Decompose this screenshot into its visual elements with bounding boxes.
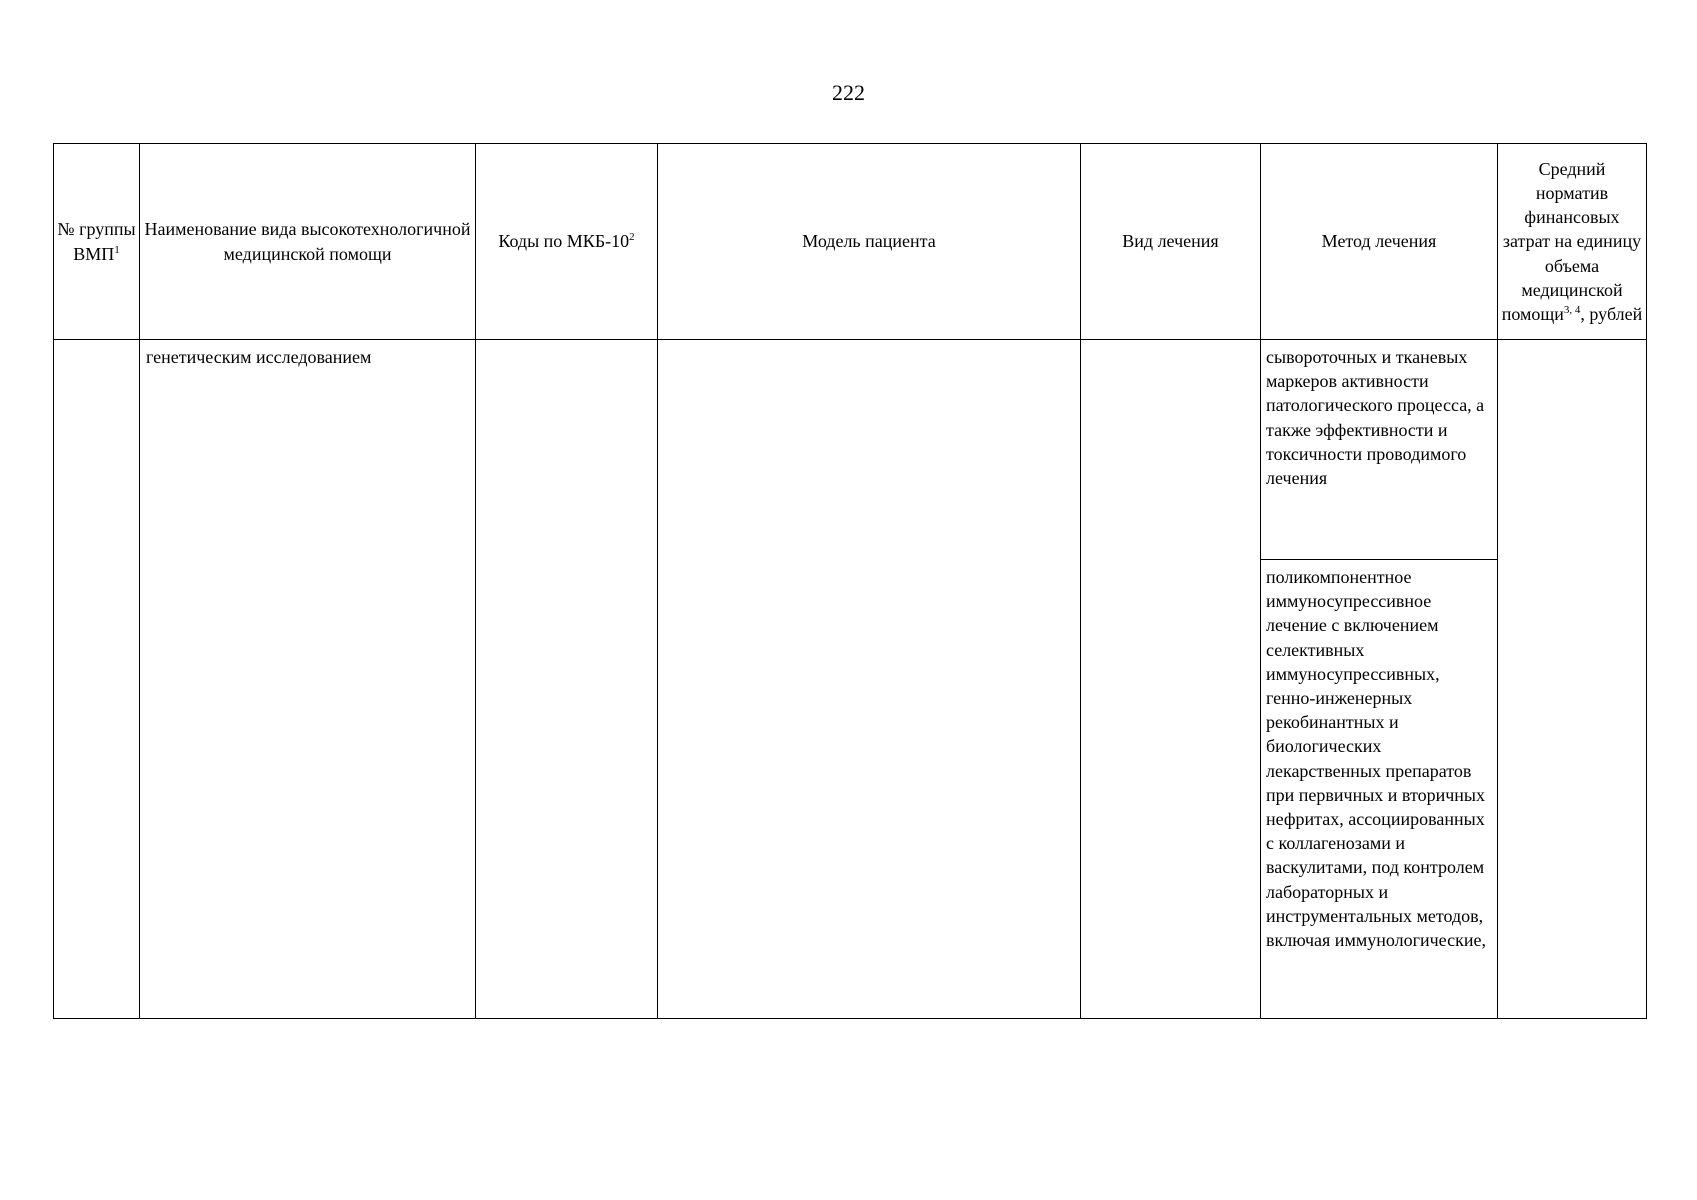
cell-group-number (54, 340, 140, 1019)
page-number: 222 (832, 80, 865, 105)
header-cost (1498, 144, 1647, 340)
header-treatment-method: Метод лечения (1261, 144, 1498, 340)
header-row (54, 144, 1647, 340)
header-name: Наименование вида высокотехнологичной медицинской помощи (140, 144, 476, 340)
cell-mkb-codes (476, 340, 658, 1019)
header-cost-unit: , рублей (1580, 304, 1643, 324)
cell-cost (1498, 340, 1647, 1019)
cell-name-text: генетическим исследованием (146, 347, 372, 367)
cell-name (140, 340, 476, 1019)
header-cost-text: Средний норматив финансовых затрат на единицу объема медицинской помощи (1501, 158, 1642, 324)
footnote-2-marker: 2 (629, 231, 635, 244)
header-patient-model: Модель пациента (658, 144, 1081, 340)
method-text-2: поликомпонентное иммуносупрессивное лечение с включением селективных иммуносупрессивных, генно-инженерных рекобинантных и биологических лекарственных препаратов при первичных и вторичных нефритах, ассоциированных с коллагенозами и васкулитами, под контролем лабораторных и инструментальных методов, включая иммунологические, (1266, 567, 1486, 951)
cell-treatment-type (1081, 340, 1261, 1019)
header-mkb-codes-text: Коды по МКБ-10 (498, 231, 630, 252)
footnote-1-marker: 1 (114, 243, 120, 256)
header-mkb-codes (476, 144, 658, 340)
header-group-number-text: № группы ВМП (57, 219, 136, 264)
header-group-number (54, 144, 140, 340)
cell-treatment-method (1261, 340, 1498, 1019)
header-treatment-type: Вид лечения (1081, 144, 1261, 340)
table-row (54, 340, 1647, 1019)
method-text-1: сывороточных и тканевых маркеров активности патологического процесса, а также эффективности и токсичности проводимого лечения (1261, 340, 1497, 560)
cell-patient-model (658, 340, 1081, 1019)
footnote-3-4-marker: 3, 4 (1563, 304, 1581, 316)
vmp-table (53, 143, 1647, 1019)
